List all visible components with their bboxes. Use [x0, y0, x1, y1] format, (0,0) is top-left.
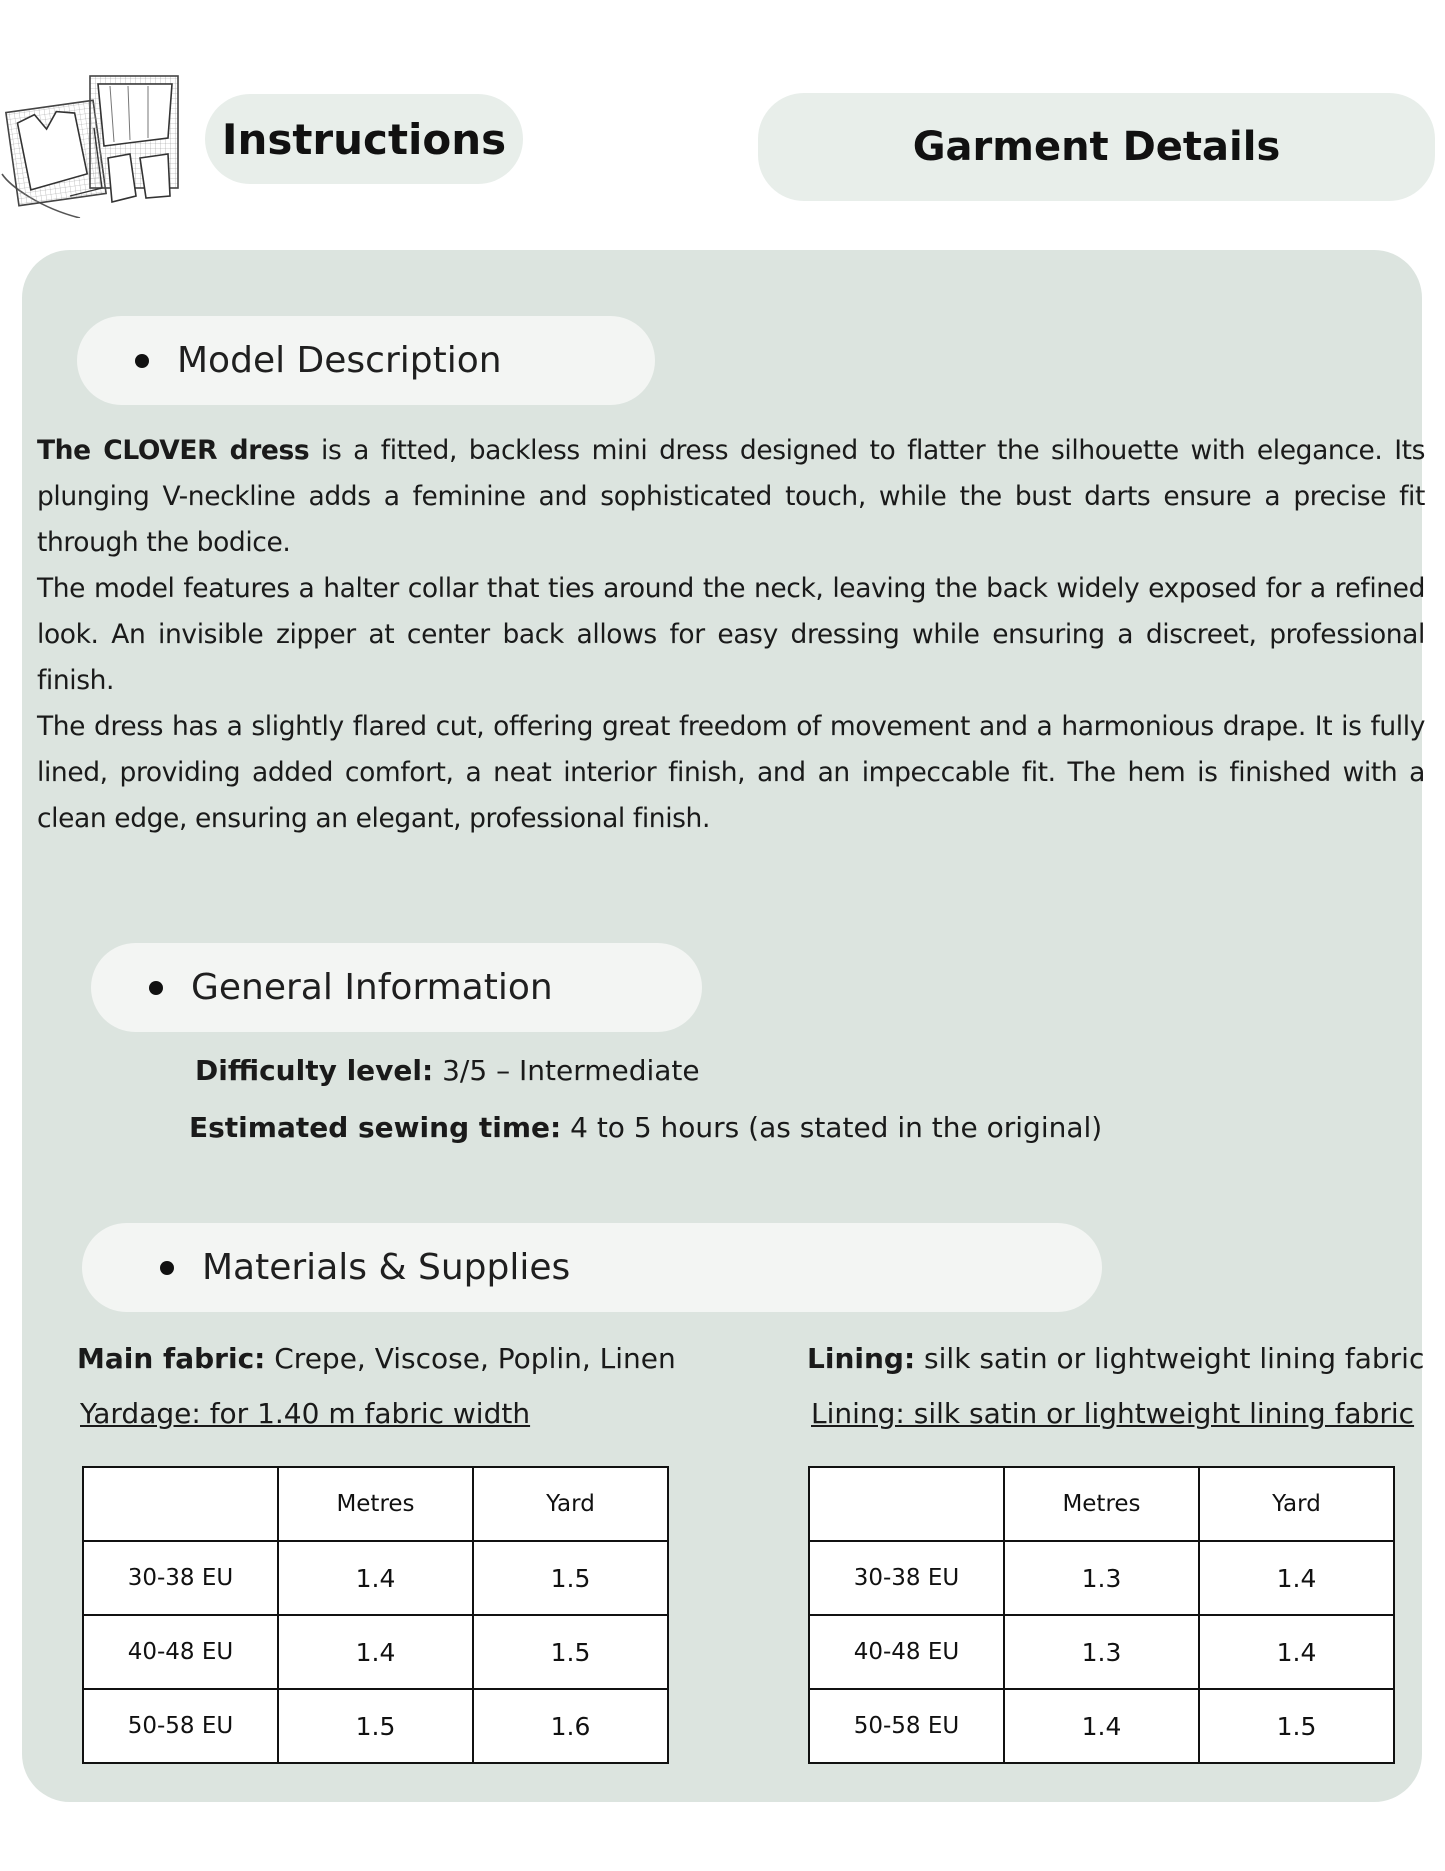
- table-header-cell: Yard: [1199, 1467, 1394, 1541]
- table-row: [809, 1615, 1394, 1689]
- table-header-cell: Metres: [278, 1467, 473, 1541]
- table-cell-size: 30-38 EU: [809, 1541, 1004, 1615]
- description-paragraph: The model features a halter collar that ties around the neck, leaving the back widely exposed for a refined look. An invisible zipper at center back allows for easy dressing while ensuring a discreet, professional finish.: [37, 573, 1425, 696]
- table-header-cell: [809, 1467, 1004, 1541]
- table-cell-yard: 1.5: [473, 1541, 668, 1615]
- table-row: [809, 1541, 1394, 1615]
- table-cell-yard: 1.4: [1199, 1615, 1394, 1689]
- table-cell-size: 30-38 EU: [83, 1541, 278, 1615]
- table-cell-metres: 1.4: [1004, 1689, 1199, 1763]
- lining-yardage-table: [808, 1466, 1395, 1764]
- table-header-row: [809, 1467, 1394, 1541]
- table-cell-metres: 1.4: [278, 1541, 473, 1615]
- section-heading-label: Materials & Supplies: [202, 1247, 571, 1288]
- main-fabric-label: Main fabric:: [77, 1342, 266, 1375]
- section-heading-model-description: [77, 316, 655, 405]
- description-paragraph: The dress has a slightly flared cut, offering great freedom of movement and a harmonious drape. It is fully lined, providing added comfort, a neat interior finish, and an impeccable fit. The hem is finished with a clean edge, ensuring an elegant, professional finish.: [37, 711, 1425, 834]
- section-heading-materials: [82, 1223, 1102, 1312]
- sewing-time-value: 4 to 5 hours (as stated in the original): [561, 1111, 1103, 1144]
- bullet-icon: [149, 981, 163, 995]
- table-cell-size: 40-48 EU: [83, 1615, 278, 1689]
- lining-label: Lining:: [807, 1342, 916, 1375]
- table-header-cell: Yard: [473, 1467, 668, 1541]
- table-cell-metres: 1.3: [1004, 1541, 1199, 1615]
- table-row: [809, 1689, 1394, 1763]
- table-header-cell: Metres: [1004, 1467, 1199, 1541]
- bullet-icon: [160, 1261, 174, 1275]
- main-fabric-value: Crepe, Viscose, Poplin, Linen: [265, 1342, 676, 1375]
- product-name: The CLOVER dress: [37, 435, 310, 466]
- sewing-pattern-pieces-icon: [0, 68, 182, 218]
- lining-value: silk satin or lightweight lining fabric: [915, 1342, 1425, 1375]
- main-yardage-note: Yardage: for 1.40 m fabric width: [80, 1397, 531, 1430]
- section-heading-general-information: [91, 943, 702, 1032]
- table-row: [83, 1689, 668, 1763]
- table-header-row: [83, 1467, 668, 1541]
- table-cell-metres: 1.3: [1004, 1615, 1199, 1689]
- lining-note: Lining: silk satin or lightweight lining fabric: [811, 1397, 1415, 1430]
- table-cell-yard: 1.6: [473, 1689, 668, 1763]
- table-row: [83, 1541, 668, 1615]
- sewing-time: [189, 1111, 1102, 1144]
- tab-instructions[interactable]: [205, 94, 523, 184]
- table-cell-yard: 1.4: [1199, 1541, 1394, 1615]
- description-paragraph: [37, 428, 1425, 566]
- table-header-cell: [83, 1467, 278, 1541]
- table-cell-yard: 1.5: [1199, 1689, 1394, 1763]
- lining-fabric: [807, 1342, 1424, 1375]
- table-cell-size: 50-58 EU: [83, 1689, 278, 1763]
- tab-garment-details[interactable]: [758, 93, 1435, 201]
- tab-garment-details-label: Garment Details: [912, 124, 1281, 170]
- sewing-time-label: Estimated sewing time:: [189, 1111, 562, 1144]
- model-description-text: [37, 428, 1425, 842]
- difficulty-label: Difficulty level:: [195, 1054, 434, 1087]
- table-cell-size: 40-48 EU: [809, 1615, 1004, 1689]
- main-fabric: [77, 1342, 676, 1375]
- tab-instructions-label: Instructions: [221, 114, 507, 164]
- bullet-icon: [135, 354, 149, 368]
- difficulty-value: 3/5 – Intermediate: [433, 1054, 700, 1087]
- table-cell-yard: 1.5: [473, 1615, 668, 1689]
- table-row: [83, 1615, 668, 1689]
- section-heading-label: General Information: [191, 967, 553, 1008]
- main-fabric-yardage-table: [82, 1466, 669, 1764]
- table-cell-metres: 1.5: [278, 1689, 473, 1763]
- section-heading-label: Model Description: [177, 340, 502, 381]
- table-cell-size: 50-58 EU: [809, 1689, 1004, 1763]
- table-cell-metres: 1.4: [278, 1615, 473, 1689]
- difficulty-level: [195, 1054, 700, 1087]
- description-text: is a fitted, backless mini dress designed to flatter the silhouette with elegance. Its plunging V-neckline adds a feminine and sophisticated touch, while the bust darts ensure a precise fit through the bodice.: [37, 435, 1426, 558]
